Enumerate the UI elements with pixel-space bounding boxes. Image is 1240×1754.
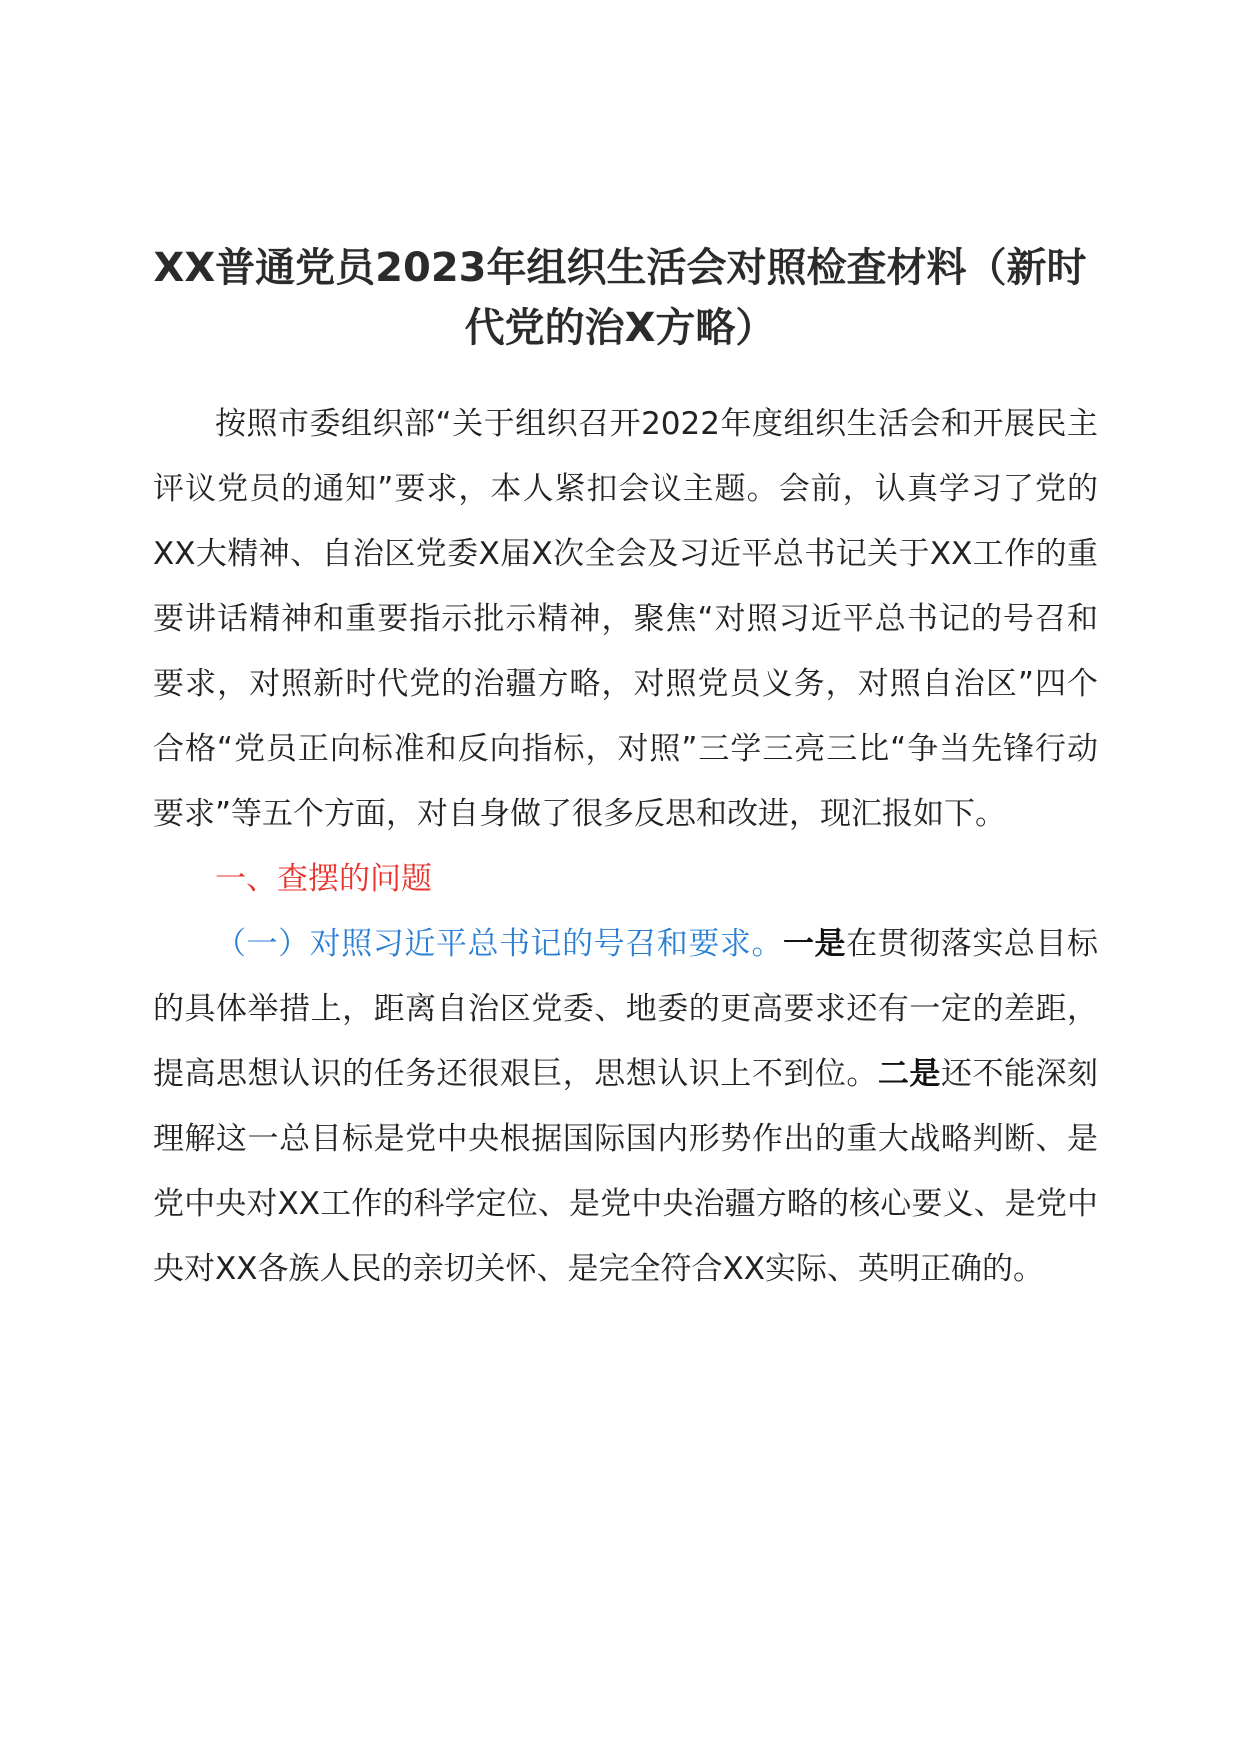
point-two-text: 还不能深刻理解这一总目标是党中央根据国际国内形势作出的重大战略判断、是党中央对XX工作的科学定位、是党中央治疆方略的核心要义、是党中央对XX各族人民的亲切关怀、是完全符合XX实际、英明正确的。 — [153, 1056, 1099, 1287]
point-one-text: 在贯彻落实总目标的具体举措上，距离自治区党委、地委的更高要求还有一定的差距，提高思想认识的任务还很艰巨，思想认识上不到位。 — [153, 926, 1099, 1092]
intro-paragraph: 按照市委组织部“关于组织召开2022年度组织生活会和开展民主评议党员的通知”要求，本人紧扣会议主题。会前，认真学习了党的XX大精神、自治区党委X届X次全会及习近平总书记关于XX工作的重要讲话精神和重要指示批示精神，聚焦“对照习近平总书记的号召和要求，对照新时代党的治疆方略，对照党员义务，对照自治区”四个合格“党员正向标准和反向指标，对照”三学三亮三比“争当先锋行动要求”等五个方面，对自身做了很多反思和改进，现汇报如下。 — [153, 406, 1098, 832]
point-one-label: 一是 — [783, 926, 847, 962]
subsection-heading: （一）对照习近平总书记的号召和要求。 — [215, 926, 783, 962]
section-heading: 一、查摆的问题 — [215, 861, 432, 897]
subsection-paragraph — [153, 912, 1098, 1302]
point-two-label: 二是 — [877, 1056, 941, 1092]
document-body — [153, 392, 1098, 1302]
document-title: XX普通党员2023年组织生活会对照检查材料（新时代党的治X方略） — [153, 245, 1087, 351]
